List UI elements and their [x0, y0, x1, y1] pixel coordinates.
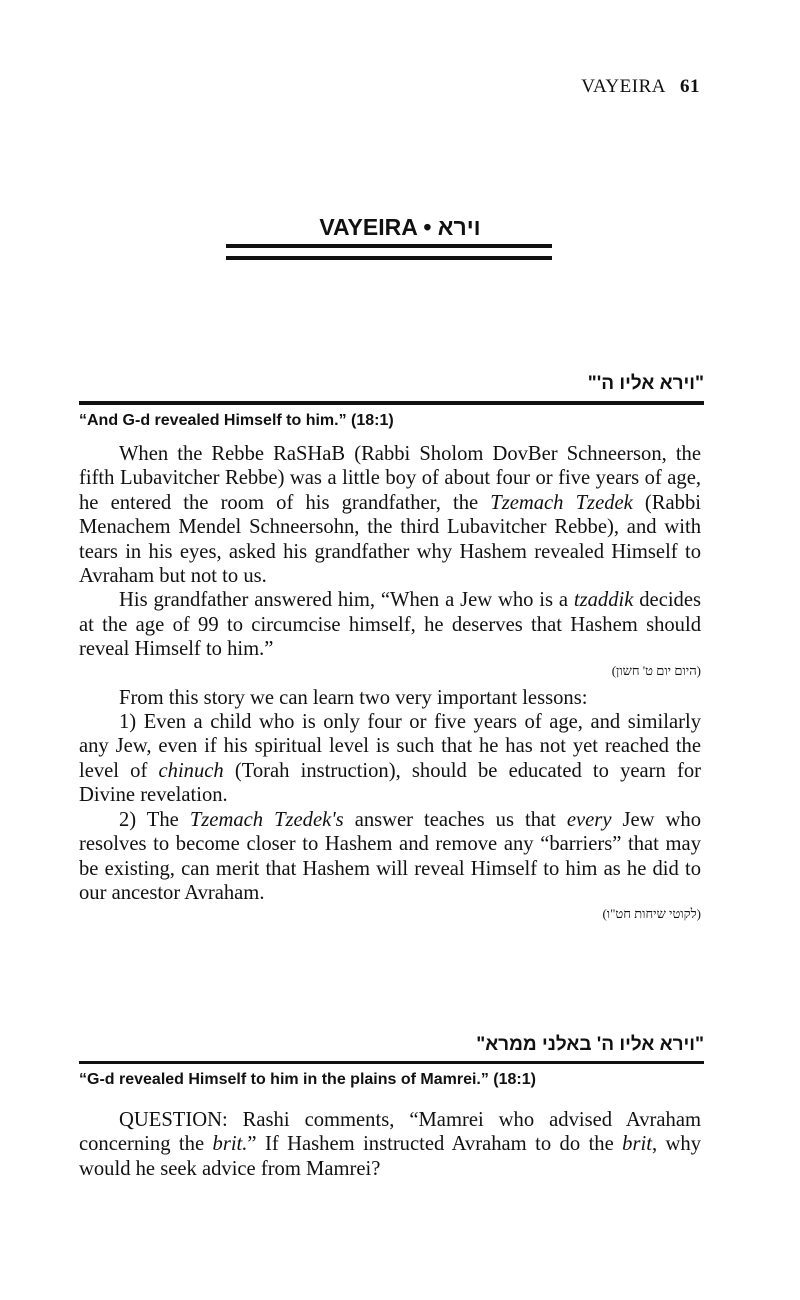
section2-english-heading: “G-d revealed Himself to him in the plains of Mamrei.” (18:1)	[79, 1071, 536, 1088]
section1-paragraph-5: 2) The Tzemach Tzedek's answer teaches us that every Jew who resolves to become closer to Hashem and remove any “barriers” that may be existing, can merit that Hashem will reveal Himself to him as he did to our ancestor Avraham.	[79, 808, 701, 904]
section2-hebrew-heading: "וירא אליו ה' באלני ממרא"	[476, 1034, 704, 1055]
section2-paragraph-1: QUESTION: Rashi comments, “Mamrei who advised Avraham concerning the brit.” If Hashem instructed Avraham to do the brit, why would he seek advice from Mamrei?	[79, 1109, 701, 1180]
section1-header	[79, 373, 704, 430]
chapter-title: VAYEIRA • וירא	[319, 214, 481, 240]
section1-hebrew-heading: "וירא אליו ה'"	[587, 373, 704, 394]
section1-body	[79, 442, 701, 929]
page-number: 61	[680, 76, 700, 97]
running-head	[581, 76, 700, 98]
section1-paragraph-1: When the Rebbe RaSHaB (Rabbi Sholom DovBer Schneerson, the fifth Lubavitcher Rebbe) was a little boy of about four or five years of age, he entered the room of his grandfather, the Tzemach Tzedek (Rabbi Menachem Mendel Schneersohn, the third Lubavitcher Rebbe), and with tears in his eyes, asked his grandfather why Hashem revealed Himself to Avraham but not to us.	[79, 443, 701, 588]
title-rule-top	[226, 244, 552, 248]
source-citation-1: (היום יום ט' חשון)	[611, 662, 701, 678]
section1-paragraph-2: His grandfather answered him, “When a Jew who is a tzaddik decides at the age of 99 to circumcise himself, he deserves that Hashem should reveal Himself to him.”	[79, 589, 702, 661]
section1-rule	[79, 401, 704, 405]
section1-paragraph-3: From this story we can learn two very important lessons:	[119, 686, 588, 709]
section2-header	[79, 1034, 704, 1089]
running-head-title: VAYEIRA	[581, 76, 666, 97]
section2-rule	[79, 1061, 704, 1064]
section1-paragraph-4: 1) Even a child who is only four or five years of age, and similarly any Jew, even if his spiritual level is such that he has not yet reached the level of chinuch (Torah instruction), should be educated to yearn for Divine revelation.	[79, 711, 702, 807]
section2-body	[79, 1108, 701, 1181]
title-rule-bottom	[226, 256, 552, 260]
section1-english-heading: “And G-d revealed Himself to him.” (18:1)	[79, 412, 394, 429]
source-citation-2: (לקוטי שיחות חט"ו)	[602, 906, 701, 922]
